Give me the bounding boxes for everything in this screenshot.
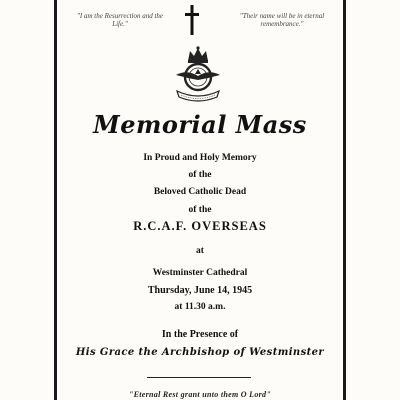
- left-border: [54, 0, 57, 400]
- at-line: at: [196, 246, 204, 256]
- closing-quote: "Eternal Rest grant unto them O Lord": [128, 390, 272, 399]
- right-border: [343, 0, 346, 400]
- of-the-line-1: of the: [188, 170, 212, 180]
- cross-icon: [185, 5, 199, 35]
- divider: [147, 377, 251, 378]
- quote-left: "I am the Resurrection and the Life.": [76, 12, 164, 28]
- rcaf-crest-icon: [171, 45, 225, 103]
- memory-line: In Proud and Holy Memory: [143, 153, 257, 163]
- quote-right: "Their name will be in eternal remembrance.": [239, 12, 325, 28]
- presence-line: In the Presence of: [161, 329, 239, 340]
- date-line: Thursday, June 14, 1945: [147, 285, 253, 296]
- beloved-dead-line: Beloved Catholic Dead: [153, 187, 247, 197]
- archbishop-line: His Grace the Archbishop of Westminster: [75, 347, 325, 358]
- venue-line: Westminster Cathedral: [152, 268, 248, 278]
- rcaf-line: R.C.A.F. OVERSEAS: [133, 219, 267, 233]
- time-line: at 11.30 a.m.: [174, 302, 226, 312]
- page-title: Memorial Mass: [93, 110, 307, 139]
- of-the-line-2: of the: [188, 205, 212, 215]
